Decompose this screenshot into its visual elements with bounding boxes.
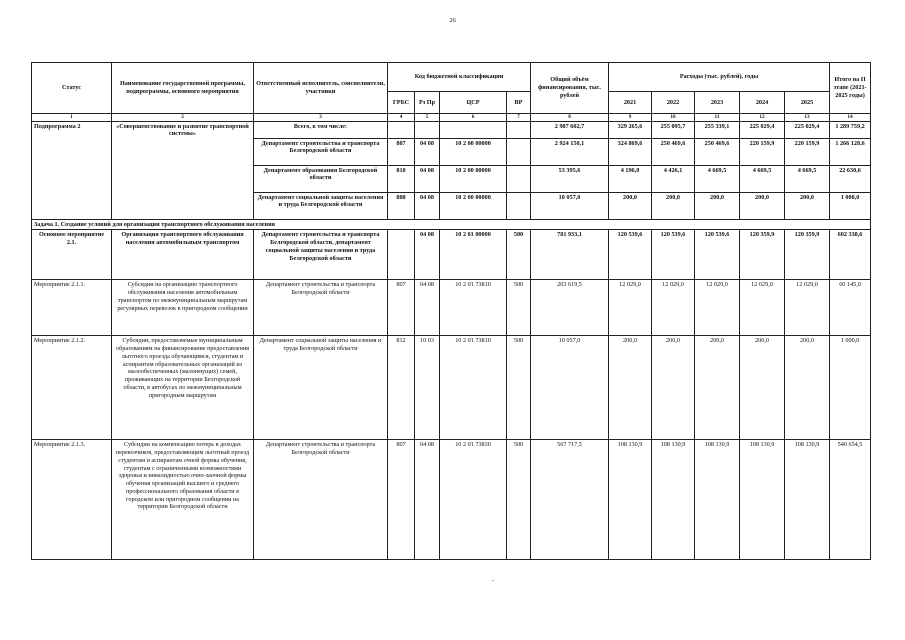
event-status: Мероприятие 2.1.2. bbox=[32, 336, 112, 440]
year-cell: 225 029,4 bbox=[740, 121, 785, 138]
year-cell: 12 029,0 bbox=[695, 280, 740, 336]
header-name: Наименование государственной программы, подпрограммы, основного мероприятия bbox=[112, 63, 254, 114]
table-row bbox=[32, 280, 871, 336]
vr-cell: 500 bbox=[507, 280, 531, 336]
year-cell: 4 426,1 bbox=[652, 165, 695, 192]
year-cell: 120 359,9 bbox=[740, 230, 785, 280]
grbs-cell: 810 bbox=[388, 165, 415, 192]
vr-cell: 500 bbox=[507, 230, 531, 280]
year-cell: 250 469,6 bbox=[652, 138, 695, 165]
year-cell: 120 539,6 bbox=[652, 230, 695, 280]
vr-cell bbox=[507, 165, 531, 192]
header-year: 2023 bbox=[695, 92, 740, 114]
vr-cell bbox=[507, 138, 531, 165]
year-cell: 200,0 bbox=[740, 336, 785, 440]
column-number: 3 bbox=[254, 114, 388, 122]
year-cell: 200,0 bbox=[695, 336, 740, 440]
vr-cell: 500 bbox=[507, 336, 531, 440]
header-year: 2024 bbox=[740, 92, 785, 114]
executor-cell: Департамент социальной защиты населения и труда Белгородской области bbox=[254, 336, 388, 440]
column-number: 6 bbox=[440, 114, 507, 122]
executor-cell: Департамент строительства и транспорта Белгородской области, департамент социальной защиты населения и труда Белгородской области bbox=[254, 230, 388, 280]
stage-cell: 1 000,0 bbox=[830, 336, 871, 440]
rz-cell: 04 08 bbox=[415, 138, 440, 165]
header-year: 2025 bbox=[785, 92, 830, 114]
total-cell: 10 057,0 bbox=[531, 192, 609, 219]
year-cell: 12 029,0 bbox=[785, 280, 830, 336]
year-cell: 12 029,0 bbox=[652, 280, 695, 336]
stage-cell: 1 266 128,6 bbox=[830, 138, 871, 165]
column-number: 14 bbox=[830, 114, 871, 122]
header-executor: Ответственный исполнитель, соисполнители, участники bbox=[254, 63, 388, 114]
executor-cell: Департамент строительства и транспорта Белгородской области bbox=[254, 280, 388, 336]
csr-cell bbox=[440, 121, 507, 138]
grbs-cell: 808 bbox=[388, 192, 415, 219]
csr-cell: 10 2 01 00000 bbox=[440, 230, 507, 280]
rz-cell: 04 08 bbox=[415, 280, 440, 336]
year-cell: 200,0 bbox=[609, 192, 652, 219]
page-number: 26 bbox=[449, 17, 456, 24]
header-budget-code: Код бюджетной классификации bbox=[388, 63, 531, 92]
header-row bbox=[32, 63, 871, 92]
year-cell: 4 196,0 bbox=[609, 165, 652, 192]
year-cell: 4 669,5 bbox=[740, 165, 785, 192]
budget-table bbox=[31, 62, 871, 560]
column-number: 2 bbox=[112, 114, 254, 122]
rz-cell: 10 03 bbox=[415, 336, 440, 440]
total-cell: 203 619,5 bbox=[531, 280, 609, 336]
executor-cell: Департамент строительства и транспорта Белгородской области bbox=[254, 138, 388, 165]
table-row bbox=[32, 230, 871, 280]
column-number: 10 bbox=[652, 114, 695, 122]
header-vr: ВР bbox=[507, 92, 531, 114]
csr-cell: 10 2 01 73830 bbox=[440, 440, 507, 560]
csr-cell: 10 2 01 73810 bbox=[440, 336, 507, 440]
year-cell: 200,0 bbox=[652, 192, 695, 219]
year-cell: 108 130,9 bbox=[785, 440, 830, 560]
event-name: Субсидии на компенсацию потерь в доходах перевозчиков, предоставляющим льготный проезд студентам и аспирантам очной формы обучения, студентам с ограниченными возможностями здоровья и инвалидностью очно-заочной формы обучения организаций высшего и среднего профессионального образования области в городском или пригородном сообщении на территории Белгородской области bbox=[112, 440, 254, 560]
csr-cell: 10 2 00 00000 bbox=[440, 165, 507, 192]
executor-cell: Департамент образования Белгородской области bbox=[254, 165, 388, 192]
year-cell: 108 130,9 bbox=[740, 440, 785, 560]
column-number: 5 bbox=[415, 114, 440, 122]
year-cell: 12 029,0 bbox=[740, 280, 785, 336]
year-cell: 120 539,6 bbox=[695, 230, 740, 280]
year-cell: 200,0 bbox=[785, 192, 830, 219]
year-cell: 200,0 bbox=[652, 336, 695, 440]
year-cell: 200,0 bbox=[695, 192, 740, 219]
csr-cell: 10 2 00 00000 bbox=[440, 192, 507, 219]
subprogram-name: «Совершенствование и развитие транспортной системы» bbox=[112, 121, 254, 219]
year-cell: 324 869,6 bbox=[609, 138, 652, 165]
column-number: 4 bbox=[388, 114, 415, 122]
header-expenses: Расходы (тыс. рублей), годы bbox=[609, 63, 830, 92]
rz-cell: 04 08 bbox=[415, 192, 440, 219]
page-marker: - bbox=[492, 578, 494, 584]
total-cell: 10 057,0 bbox=[531, 336, 609, 440]
header-csr: ЦСР bbox=[440, 92, 507, 114]
vr-cell: 500 bbox=[507, 440, 531, 560]
header-year: 2022 bbox=[652, 92, 695, 114]
column-number: 13 bbox=[785, 114, 830, 122]
year-cell: 250 469,6 bbox=[695, 138, 740, 165]
year-cell: 329 265,6 bbox=[609, 121, 652, 138]
stage-cell: 60 145,0 bbox=[830, 280, 871, 336]
year-cell: 120 359,9 bbox=[785, 230, 830, 280]
table-row bbox=[32, 336, 871, 440]
stage-cell: 602 338,6 bbox=[830, 230, 871, 280]
column-number-row bbox=[32, 114, 871, 122]
stage-cell: 540 654,5 bbox=[830, 440, 871, 560]
total-cell: 2 987 602,7 bbox=[531, 121, 609, 138]
year-cell: 255 339,1 bbox=[695, 121, 740, 138]
year-cell: 220 159,9 bbox=[785, 138, 830, 165]
year-cell: 255 095,7 bbox=[652, 121, 695, 138]
year-cell: 108 130,9 bbox=[652, 440, 695, 560]
subprogram-status: Подпрограмма 2 bbox=[32, 121, 112, 219]
event-name: Организация транспортного обслуживания населения автомобильным транспортом bbox=[112, 230, 254, 280]
grbs-cell bbox=[388, 121, 415, 138]
executor-cell: Департамент социальной защиты населения и труда Белгородской области bbox=[254, 192, 388, 219]
year-cell: 120 539,6 bbox=[609, 230, 652, 280]
column-number: 12 bbox=[740, 114, 785, 122]
csr-cell: 10 2 01 73810 bbox=[440, 280, 507, 336]
rz-cell bbox=[415, 121, 440, 138]
total-cell: 567 717,5 bbox=[531, 440, 609, 560]
rz-cell: 04 08 bbox=[415, 230, 440, 280]
event-status: Мероприятие 2.1.1. bbox=[32, 280, 112, 336]
event-status: Основное мероприятие 2.1. bbox=[32, 230, 112, 280]
column-number: 7 bbox=[507, 114, 531, 122]
event-name: Субсидии, предоставляемые муниципальным образованиям на финансирование предоставления льготного проезда обучающимся, студентам и аспирантам образовательных организаций из малообеспеченных (малоимущих) семей, проживающих на территории Белгородской области, в автобусах по межмуниципальным пригородным маршрутам bbox=[112, 336, 254, 440]
total-cell: 781 933,1 bbox=[531, 230, 609, 280]
header-year: 2021 bbox=[609, 92, 652, 114]
year-cell: 220 159,9 bbox=[740, 138, 785, 165]
header-status: Статус bbox=[32, 63, 112, 114]
event-status: Мероприятие 2.1.3. bbox=[32, 440, 112, 560]
column-number: 8 bbox=[531, 114, 609, 122]
task-row bbox=[32, 219, 871, 230]
header-stage-total: Итого на II этапе (2021-2025 годы) bbox=[830, 63, 871, 114]
grbs-cell bbox=[388, 230, 415, 280]
executor-cell: Департамент строительства и транспорта Белгородской области bbox=[254, 440, 388, 560]
event-name: Субсидии на организацию транспортного обслуживания населения автомобильным транспортом по межмуниципальным маршрутам регулярных перевозок в пригородном сообщении bbox=[112, 280, 254, 336]
total-cell: 53 395,6 bbox=[531, 165, 609, 192]
header-total-funding: Общий объём финансирования, тыс. рублей bbox=[531, 63, 609, 114]
grbs-cell: 807 bbox=[388, 280, 415, 336]
executor-cell: Всего, в том числе: bbox=[254, 121, 388, 138]
year-cell: 200,0 bbox=[609, 336, 652, 440]
column-number: 9 bbox=[609, 114, 652, 122]
year-cell: 108 130,9 bbox=[609, 440, 652, 560]
year-cell: 12 029,0 bbox=[609, 280, 652, 336]
rz-cell: 04 08 bbox=[415, 440, 440, 560]
year-cell: 4 669,5 bbox=[785, 165, 830, 192]
total-cell: 2 924 150,1 bbox=[531, 138, 609, 165]
table-row bbox=[32, 121, 871, 138]
year-cell: 4 669,5 bbox=[695, 165, 740, 192]
header-rz-pr: Рз Пр bbox=[415, 92, 440, 114]
stage-cell: 1 000,0 bbox=[830, 192, 871, 219]
year-cell: 200,0 bbox=[740, 192, 785, 219]
grbs-cell: 812 bbox=[388, 336, 415, 440]
grbs-cell: 807 bbox=[388, 138, 415, 165]
table-row bbox=[32, 440, 871, 560]
csr-cell: 10 2 00 00000 bbox=[440, 138, 507, 165]
year-cell: 225 029,4 bbox=[785, 121, 830, 138]
column-number: 1 bbox=[32, 114, 112, 122]
stage-cell: 1 289 759,2 bbox=[830, 121, 871, 138]
header-grbs: ГРБС bbox=[388, 92, 415, 114]
rz-cell: 04 08 bbox=[415, 165, 440, 192]
vr-cell bbox=[507, 121, 531, 138]
grbs-cell: 807 bbox=[388, 440, 415, 560]
year-cell: 200,0 bbox=[785, 336, 830, 440]
column-number: 11 bbox=[695, 114, 740, 122]
year-cell: 108 130,9 bbox=[695, 440, 740, 560]
vr-cell bbox=[507, 192, 531, 219]
stage-cell: 22 630,6 bbox=[830, 165, 871, 192]
task-title: Задача 1. Создание условий для организации транспортного обслуживания населения bbox=[32, 219, 871, 230]
